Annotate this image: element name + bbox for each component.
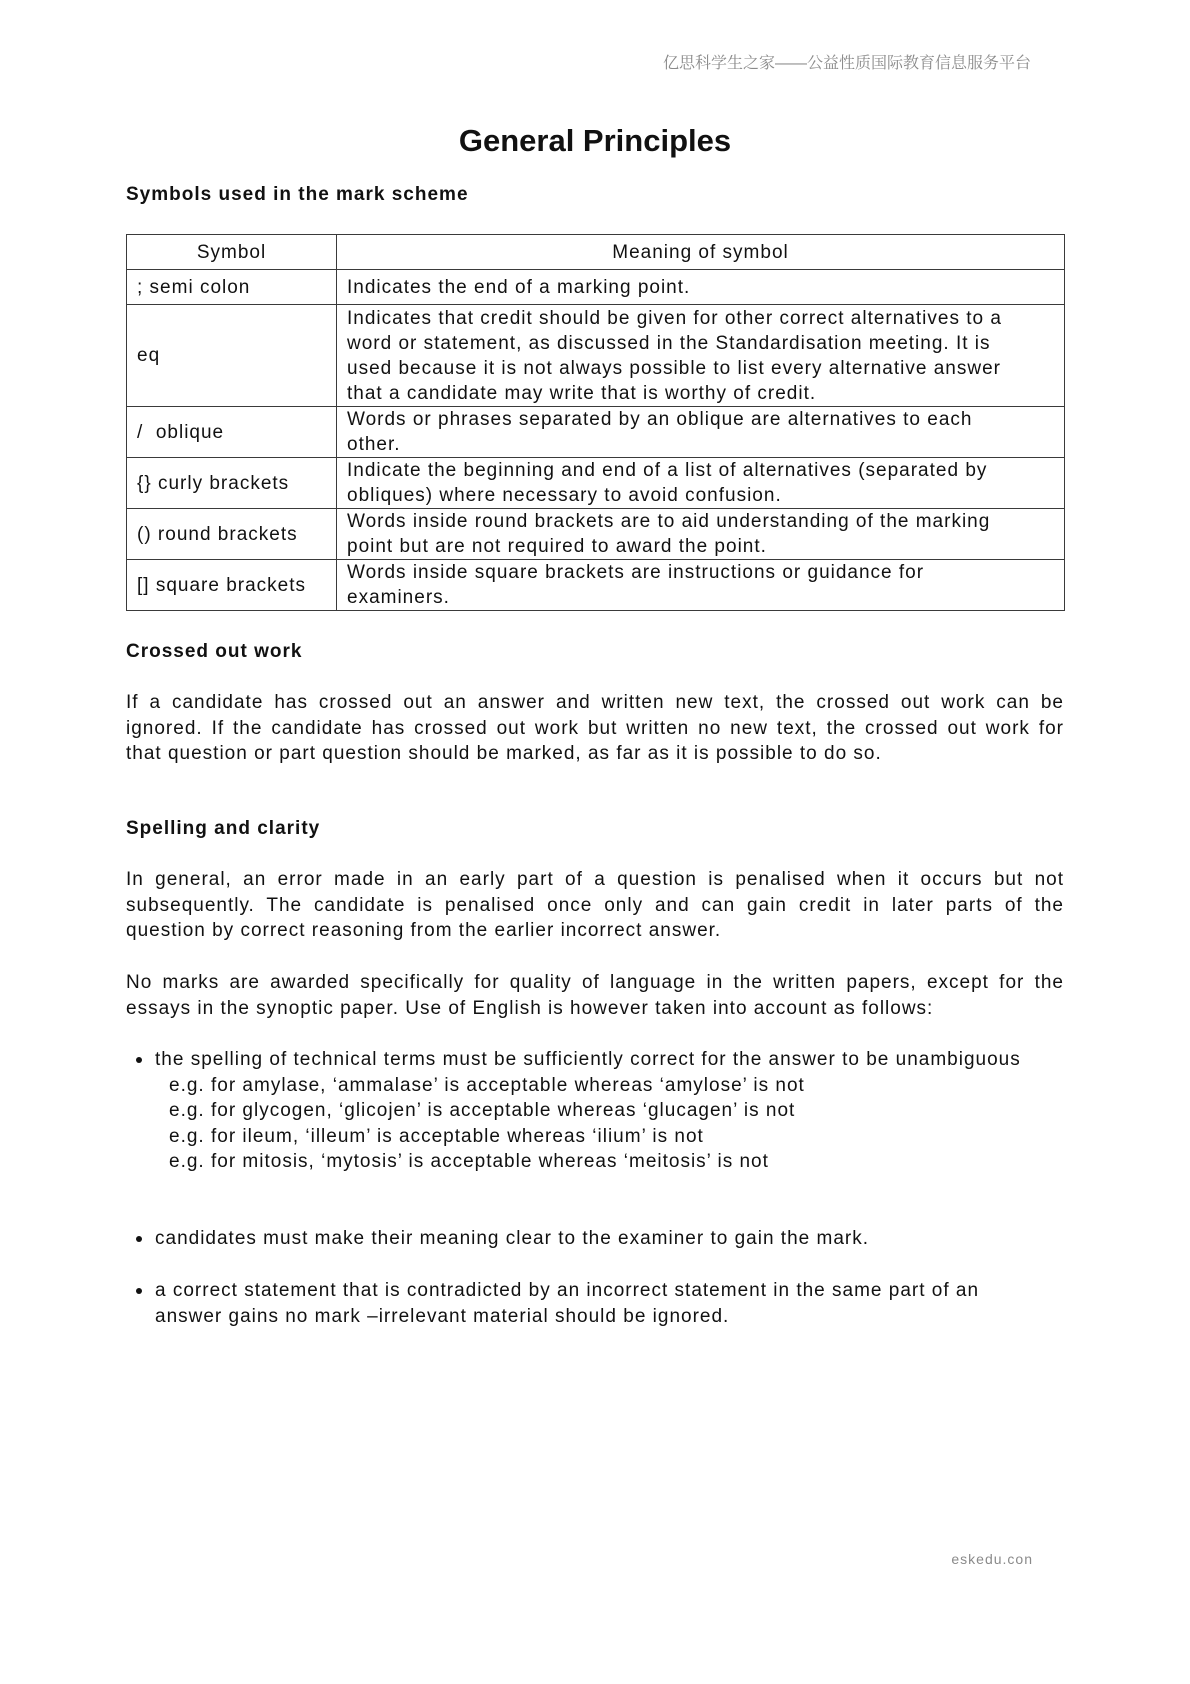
- spelling-paragraph-2: [126, 970, 1064, 1021]
- spelling-clarity-heading: Spelling and clarity: [126, 818, 321, 839]
- meaning-line: Indicates the end of a marking point.: [347, 276, 691, 298]
- meaning-cell: [337, 560, 1065, 611]
- paragraph-line: ignored. If the candidate has crossed out work but written no new text, the crossed out work for: [126, 717, 1064, 739]
- bullet-text: candidates must make their meaning clear to the examiner to gain the mark.: [155, 1228, 869, 1249]
- symbol-cell: () round brackets: [127, 509, 337, 560]
- symbols-table: [126, 234, 1065, 611]
- meaning-line: used because it is not always possible to list every alternative answer: [347, 357, 1001, 379]
- paragraph-line: that question or part question should be marked, as far as it is possible to do so.: [126, 743, 882, 764]
- symbol-cell: [] square brackets: [127, 560, 337, 611]
- table-row: [127, 407, 1065, 458]
- table-row: [127, 305, 1065, 407]
- column-header-symbol: Symbol: [127, 235, 337, 270]
- meaning-cell: [337, 407, 1065, 458]
- symbol-cell: {} curly brackets: [127, 458, 337, 509]
- example-line: e.g. for glycogen, ‘glicojen’ is acceptable whereas ‘glucagen’ is not: [169, 1100, 796, 1121]
- bullet-item-spelling: [126, 1047, 1126, 1175]
- paragraph-line: In general, an error made in an early part of a question is penalised when it occurs but not: [126, 869, 1064, 890]
- site-footer-text: eskedu.con: [951, 1551, 1033, 1567]
- paragraph-line: No marks are awarded specifically for quality of language in the written papers, except for the: [126, 972, 1064, 993]
- paragraph-line: If a candidate has crossed out an answer and written new text, the crossed out work can be: [126, 692, 1064, 713]
- symbol-cell: eq: [127, 305, 337, 407]
- bullet-icon: [136, 1288, 142, 1294]
- bullet-item-contradiction: [126, 1278, 1126, 1329]
- example-line: e.g. for amylase, ‘ammalase’ is acceptable whereas ‘amylose’ is not: [169, 1074, 805, 1096]
- crossed-out-heading: Crossed out work: [126, 641, 303, 662]
- symbol-cell: ; semi colon: [127, 270, 337, 305]
- bullet-text: a correct statement that is contradicted by an incorrect statement in the same part of an: [155, 1280, 980, 1301]
- meaning-line: Indicate the beginning and end of a list of alternatives (separated by: [347, 460, 988, 481]
- bullet-text: the spelling of technical terms must be sufficiently correct for the answer to be unambiguous: [155, 1049, 1021, 1070]
- meaning-line: Indicates that credit should be given for other correct alternatives to a: [347, 307, 1002, 329]
- site-header-text: 亿思科学生之家——公益性质国际教育信息服务平台: [662, 55, 1031, 72]
- paragraph-line: essays in the synoptic paper. Use of English is however taken into account as follows:: [126, 997, 934, 1019]
- column-header-meaning: Meaning of symbol: [337, 235, 1065, 270]
- meaning-line: Words inside square brackets are instructions or guidance for: [347, 562, 925, 583]
- paragraph-line: question by correct reasoning from the earlier incorrect answer.: [126, 920, 722, 941]
- meaning-line: examiners.: [347, 587, 450, 608]
- meaning-line: that a candidate may write that is worthy of credit.: [347, 382, 817, 404]
- meaning-cell: [337, 305, 1065, 407]
- bullet-icon: [136, 1057, 142, 1063]
- meaning-line: word or statement, as discussed in the Standardisation meeting. It is: [347, 332, 991, 354]
- meaning-line: Words or phrases separated by an oblique are alternatives to each: [347, 409, 973, 430]
- bullet-text: answer gains no mark –irrelevant material should be ignored.: [155, 1305, 730, 1327]
- meaning-cell: [337, 509, 1065, 560]
- crossed-out-paragraph: [126, 690, 1064, 767]
- symbol-cell: / oblique: [127, 407, 337, 458]
- meaning-cell: [337, 270, 1065, 305]
- bullet-item-meaning: [126, 1226, 1126, 1252]
- table-row: [127, 509, 1065, 560]
- bullet-icon: [136, 1236, 142, 1242]
- table-row: [127, 560, 1065, 611]
- table-row: [127, 270, 1065, 305]
- spelling-paragraph-1: [126, 867, 1064, 944]
- example-line: e.g. for ileum, ‘illeum’ is acceptable whereas ‘ilium’ is not: [169, 1125, 704, 1147]
- symbols-section-heading: Symbols used in the mark scheme: [126, 184, 469, 205]
- meaning-line: Words inside round brackets are to aid understanding of the marking: [347, 511, 991, 532]
- page-title: General Principles: [458, 123, 732, 158]
- meaning-line: other.: [347, 434, 401, 455]
- paragraph-line: subsequently. The candidate is penalised once only and can gain credit in later parts of the: [126, 894, 1064, 916]
- table-header-row: [127, 235, 1065, 270]
- table-row: [127, 458, 1065, 509]
- meaning-line: point but are not required to award the point.: [347, 536, 767, 557]
- meaning-cell: [337, 458, 1065, 509]
- meaning-line: obliques) where necessary to avoid confusion.: [347, 485, 782, 506]
- example-line: e.g. for mitosis, ‘mytosis’ is acceptable whereas ‘meitosis’ is not: [169, 1151, 769, 1172]
